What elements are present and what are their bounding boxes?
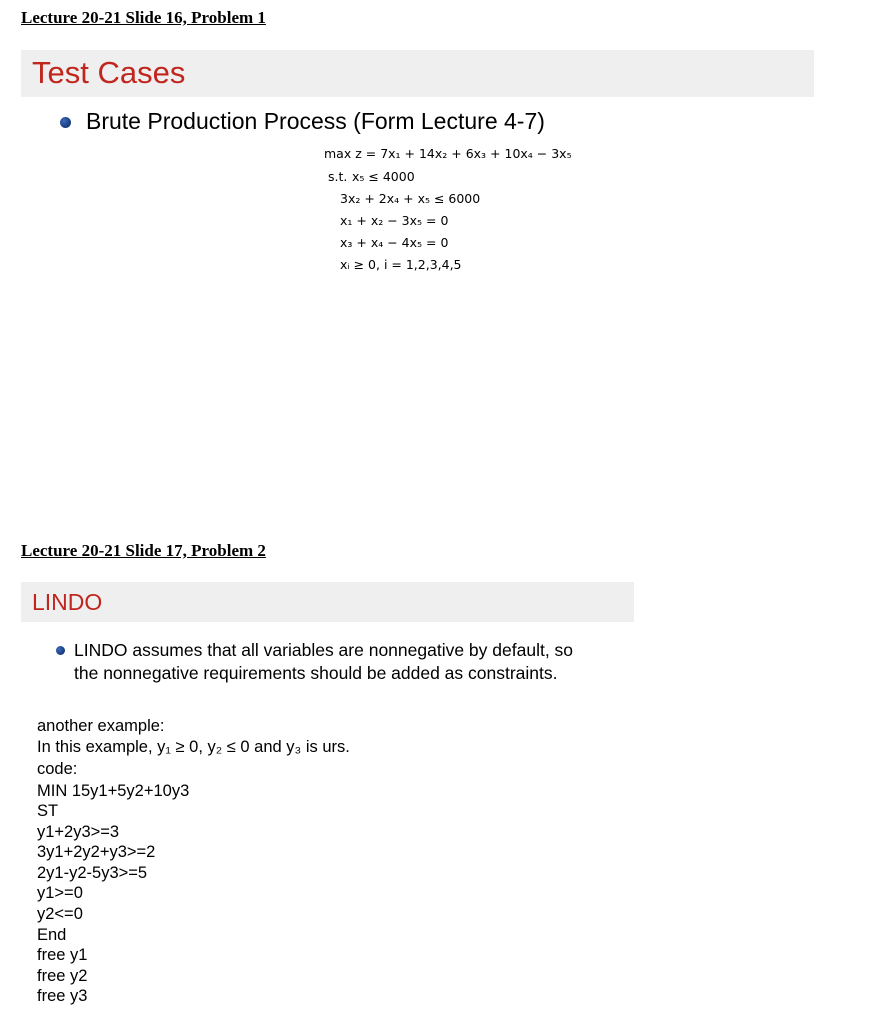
code-line: free y2 xyxy=(37,967,88,985)
section1-banner xyxy=(21,50,814,97)
code-line: 2y1-y2-5y3>=5 xyxy=(37,864,148,882)
lp-objective: max z = 7x₁ + 14x₂ + 6x₃ + 10x₄ − 3x₅ xyxy=(324,146,572,161)
code-line: End xyxy=(37,926,67,944)
bullet-dot-icon xyxy=(60,117,71,128)
section2-banner xyxy=(21,582,634,622)
section2-bullet-line1: LINDO assumes that all variables are nonnegative by default, so xyxy=(74,640,574,660)
section2-banner-title: LINDO xyxy=(32,589,103,615)
bullet-dot-icon xyxy=(56,646,65,655)
code-line: y1+2y3>=3 xyxy=(37,823,120,841)
section1-banner-title: Test Cases xyxy=(32,55,186,90)
code-line: MIN 15y1+5y2+10y3 xyxy=(37,782,190,800)
lp-constraint-3: x₁ + x₂ − 3x₅ = 0 xyxy=(340,213,449,228)
example-intro: another example: xyxy=(37,717,165,735)
code-line: 3y1+2y2+y3>=2 xyxy=(37,843,156,861)
code-line: free y3 xyxy=(37,987,88,1005)
section2-heading: Lecture 20-21 Slide 17, Problem 2 xyxy=(21,541,266,560)
code-line: free y1 xyxy=(37,946,88,964)
example-description: In this example, y₁ ≥ 0, y₂ ≤ 0 and y₃ is urs. xyxy=(37,738,350,756)
lp-constraint-2: 3x₂ + 2x₄ + x₅ ≤ 6000 xyxy=(340,191,481,206)
code-line: y1>=0 xyxy=(37,884,83,902)
section1-bullet-text: Brute Production Process (Form Lecture 4-7) xyxy=(86,108,545,134)
lp-constraint-4: x₃ + x₄ − 4x₅ = 0 xyxy=(340,235,449,250)
lp-constraint-1: x₅ ≤ 4000 xyxy=(352,169,415,184)
code-line: ST xyxy=(37,802,59,820)
lp-constraint-5: xᵢ ≥ 0, i = 1,2,3,4,5 xyxy=(340,257,462,272)
lp-st-label: s.t. xyxy=(328,169,348,184)
section1-heading: Lecture 20-21 Slide 16, Problem 1 xyxy=(21,8,266,27)
code-line: y2<=0 xyxy=(37,905,83,923)
code-label: code: xyxy=(37,760,78,778)
section2-bullet-line2: the nonnegative requirements should be added as constraints. xyxy=(74,663,558,683)
